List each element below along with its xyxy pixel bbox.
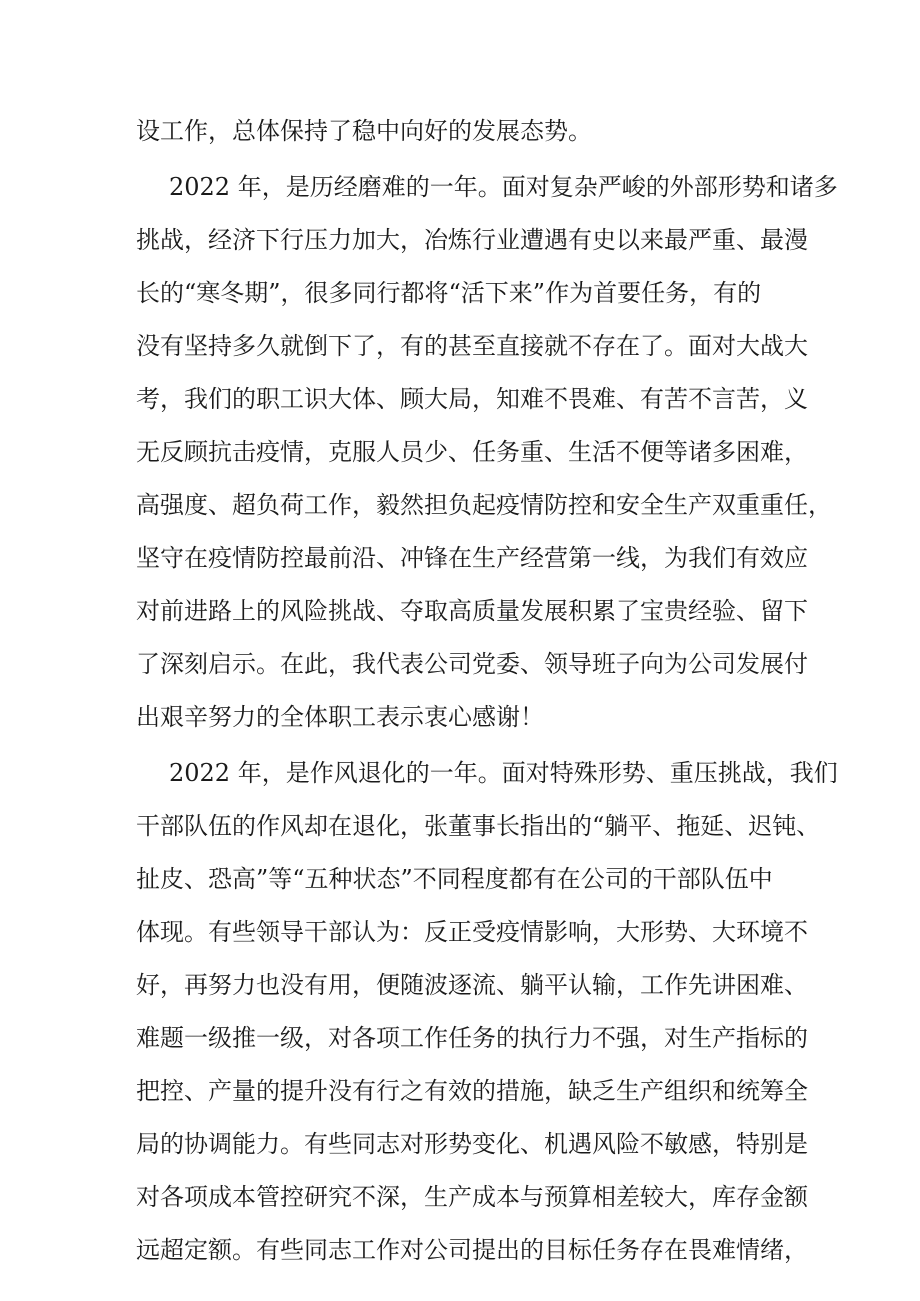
text-line: 局的协调能力。有些同志对形势变化、机遇风险不敏感，特别是 (136, 1130, 808, 1158)
text-line: 好，再努力也没有用，便随波逐流、躺平认输，工作先讲困难、 (136, 971, 808, 999)
text-line: 了深刻启示。在此，我代表公司党委、领导班子向为公司发展付 (136, 650, 808, 678)
text-line: 没有坚持多久就倒下了，有的甚至直接就不存在了。面对大战大 (136, 332, 808, 360)
text-line: 对各项成本管控研究不深，生产成本与预算相差较大，库存金额 (136, 1183, 808, 1211)
text-line: 设工作，总体保持了稳中向好的发展态势。 (136, 117, 592, 145)
text-line: 把控、产量的提升没有行之有效的措施，缺乏生产组织和统筹全 (136, 1077, 808, 1105)
text-line: 难题一级推一级，对各项工作任务的执行力不强，对生产指标的 (136, 1024, 808, 1052)
text-line: 长的“寒冬期”，很多同行都将“活下来”作为首要任务，有的 (136, 279, 762, 307)
text-line: 高强度、超负荷工作，毅然担负起疫情防控和安全生产双重重任， (136, 491, 832, 519)
text-line: 2022 年，是历经磨难的一年。面对复杂严峻的外部形势和诸多 (169, 173, 838, 201)
text-line: 远超定额。有些同志工作对公司提出的目标任务存在畏难情绪， (136, 1236, 808, 1264)
text-line: 出艰辛努力的全体职工表示衷心感谢！ (136, 703, 544, 731)
text-line: 扯皮、恐高”等“五种状态”不同程度都有在公司的干部队伍中 (136, 865, 773, 893)
text-line: 无反顾抗击疫情，克服人员少、任务重、生活不便等诸多困难， (136, 438, 808, 466)
text-line: 坚守在疫情防控最前沿、冲锋在生产经营第一线，为我们有效应 (136, 544, 808, 572)
text-line: 体现。有些领导干部认为：反正受疫情影响，大形势、大环境不 (136, 918, 808, 946)
text-line: 对前进路上的风险挑战、夺取高质量发展积累了宝贵经验、留下 (136, 597, 808, 625)
text-line: 考，我们的职工识大体、顾大局，知难不畏难、有苦不言苦，义 (136, 385, 808, 413)
text-line: 干部队伍的作风却在退化，张董事长指出的“躺平、拖延、迟钝、 (136, 812, 821, 840)
text-line: 挑战，经济下行压力加大，冶炼行业遭遇有史以来最严重、最漫 (136, 226, 808, 254)
text-line: 2022 年，是作风退化的一年。面对特殊形势、重压挑战，我们 (169, 759, 838, 787)
